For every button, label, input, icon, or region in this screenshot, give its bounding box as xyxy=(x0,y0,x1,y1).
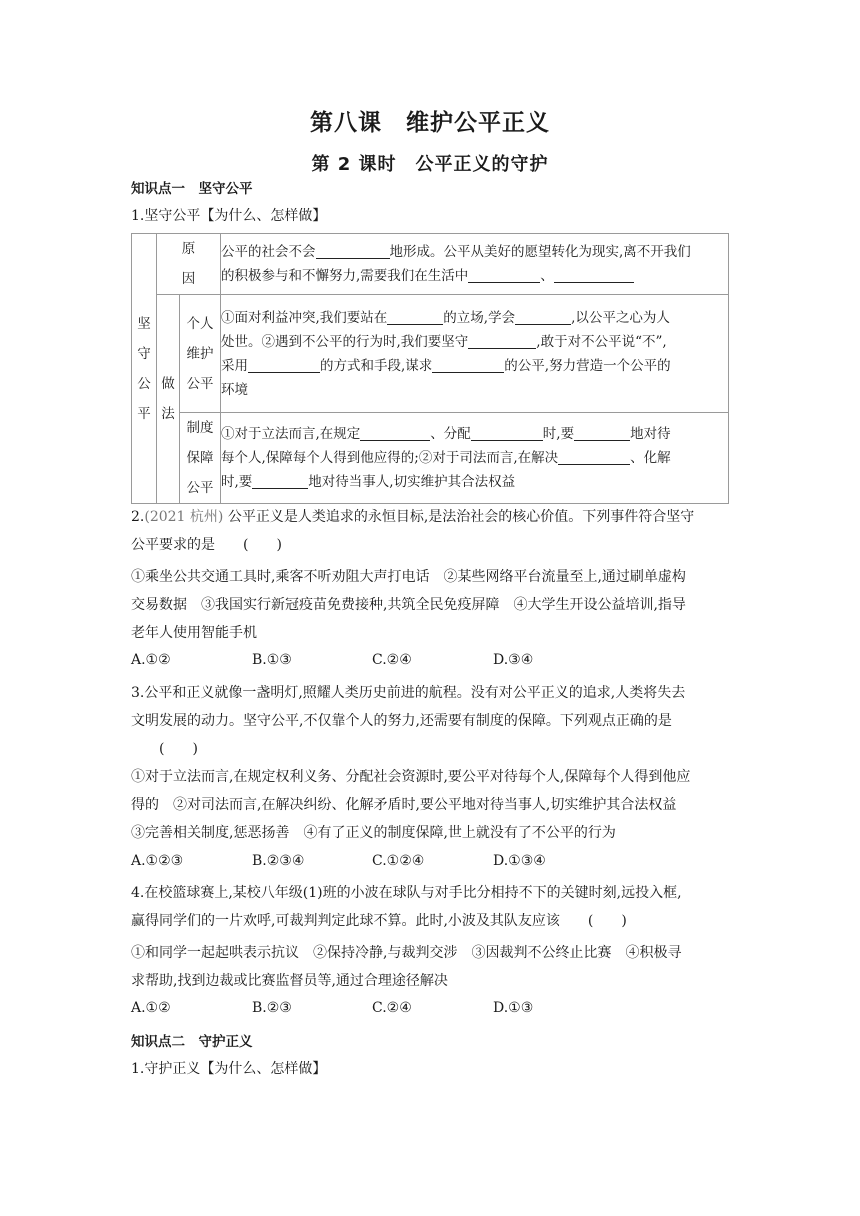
q3-statement-line3: ③完善相关制度,惩恶扬善 ④有了正义的制度保障,世上就没有了不公平的行为 xyxy=(131,825,616,841)
section2-heading: 知识点二 守护正义 xyxy=(131,1034,253,1050)
q2-source: (2021 杭州) xyxy=(144,509,224,525)
knowledge-table xyxy=(131,233,729,504)
q3-option-c[interactable]: C.①②④ xyxy=(372,853,425,869)
q3-statement-line1: ①对于立法而言,在规定权利义务、分配社会资源时,要公平对待每个人,保障每个人得到他应 xyxy=(131,769,691,785)
q2-statement-line3: 老年人使用智能手机 xyxy=(131,625,257,641)
table-method-label: 做 法 xyxy=(157,295,180,504)
lesson-subtitle: 第 2 课时 公平正义的守护 xyxy=(311,154,549,175)
table-main-label: 坚 守 公 平 xyxy=(132,234,157,504)
q3-option-d[interactable]: D.①③④ xyxy=(493,853,546,869)
q2-option-b[interactable]: B.①③ xyxy=(252,652,292,668)
table-system-label: 制度 保障 公平 xyxy=(180,413,221,504)
q3-stem-line3: ( ) xyxy=(159,741,198,757)
q4-option-c[interactable]: C.②④ xyxy=(372,1000,412,1016)
q4-option-b[interactable]: B.②③ xyxy=(252,1000,292,1016)
q3-statement-line2: 得的 ②对司法而言,在解决纠纷、化解矛盾时,要公平地对待当事人,切实维护其合法权益 xyxy=(131,797,677,813)
q2-statement-line2: 交易数据 ③我国实行新冠疫苗免费接种,共筑全民免疫屏障 ④大学生开设公益培训,指导 xyxy=(131,597,686,613)
q3-option-b[interactable]: B.②③④ xyxy=(252,853,305,869)
section2-item-title: 1.守护正义【为什么、怎样做】 xyxy=(131,1061,327,1077)
table-reason-label: 原 因 xyxy=(157,234,221,295)
q2-stem-line2: 公平要求的是 ( ) xyxy=(131,537,282,553)
table-personal-content: ①面对利益冲突,我们要站在 的立场,学会 ,以公平之心为人 处世。②遇到不公平的行为时,我们要坚守 ,敢于对不公平说“不”, 采用 的方式和手段,谋求 的公平,努力营造一个公平的 环境 xyxy=(221,295,729,413)
q2-statement-line1: ①乘坐公共交通工具时,乘客不听劝阻大声打电话 ②某些网络平台流量至上,通过刷单虚构 xyxy=(131,569,686,585)
lesson-title: 第八课 维护公平正义 xyxy=(310,110,550,136)
q4-option-d[interactable]: D.①③ xyxy=(493,1000,534,1016)
section1-item-title: 1.坚守公平【为什么、怎样做】 xyxy=(131,208,327,224)
q4-statement-line1: ①和同学一起起哄表示抗议 ②保持冷静,与裁判交涉 ③因裁判不公终止比赛 ④积极寻 xyxy=(131,945,682,961)
q2-stem-line1: 2.(2021 杭州) 公平正义是人类追求的永恒目标,是法治社会的核心价值。下列事件符合坚守 xyxy=(131,509,695,525)
q4-stem-line2: 赢得同学们的一片欢呼,可裁判判定此球不算。此时,小波及其队友应该 ( ) xyxy=(131,913,627,929)
table-personal-label: 个人 维护 公平 xyxy=(180,295,221,413)
q4-option-a[interactable]: A.①② xyxy=(131,1000,171,1016)
q3-stem-line2: 文明发展的动力。坚守公平,不仅靠个人的努力,还需要有制度的保障。下列观点正确的是 xyxy=(131,713,672,729)
q2-option-d[interactable]: D.③④ xyxy=(493,652,534,668)
section1-heading: 知识点一 坚守公平 xyxy=(131,181,253,197)
q3-option-a[interactable]: A.①②③ xyxy=(131,853,184,869)
table-system-content: ①对于立法而言,在规定 、分配 时,要 地对待 每个人,保障每个人得到他应得的;②对于司法而言,在解决 、化解 时,要 地对待当事人,切实维护其合法权益 xyxy=(221,413,729,504)
q2-option-c[interactable]: C.②④ xyxy=(372,652,412,668)
q2-option-a[interactable]: A.①② xyxy=(131,652,171,668)
table-reason-content: 公平的社会不会 地形成。公平从美好的愿望转化为现实,离不开我们 的积极参与和不懈努力,需要我们在生活中 、 xyxy=(221,234,729,295)
q4-stem-line1: 4.在校篮球赛上,某校八年级(1)班的小波在球队与对手比分相持不下的关键时刻,远投入框, xyxy=(131,885,682,901)
q3-stem-line1: 3.公平和正义就像一盏明灯,照耀人类历史前进的航程。没有对公平正义的追求,人类将失去 xyxy=(131,685,686,701)
q4-statement-line2: 求帮助,找到边裁或比赛监督员等,通过合理途径解决 xyxy=(131,973,448,989)
